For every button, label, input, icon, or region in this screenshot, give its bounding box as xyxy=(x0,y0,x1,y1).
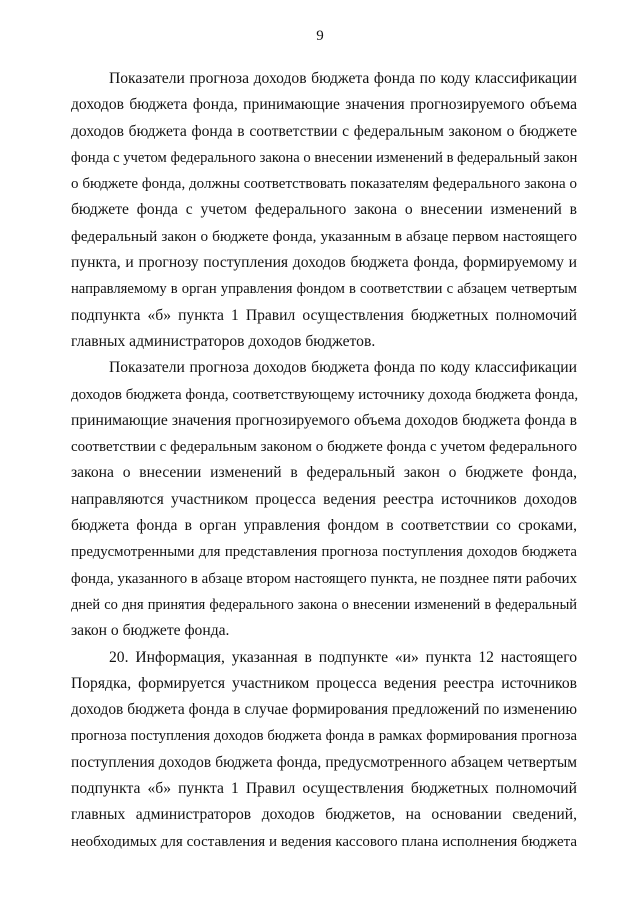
text-line: доходов бюджета фонда, принимающие значения прогнозируемого объема xyxy=(71,96,577,114)
text-line: Показатели прогноза доходов бюджета фонда по коду классификации xyxy=(109,70,577,87)
text-line: о бюджете фонда, должны соответствовать показателям федерального закона о xyxy=(71,176,577,193)
text-line: предусмотренными для представления прогноза поступления доходов бюджета xyxy=(71,544,577,561)
text-line: фонда с учетом федерального закона о внесении изменений в федеральный закон xyxy=(71,149,578,166)
text-line: необходимых для составления и ведения кассового плана исполнения бюджета xyxy=(71,833,577,850)
text-line: прогноза поступления доходов бюджета фонда в рамках формирования прогноза xyxy=(71,728,577,745)
text-line: закона о внесении изменений в федеральный закон о бюджете фонда, xyxy=(71,464,577,482)
text-line: доходов бюджета фонда в соответствии с федеральным законом о бюджете xyxy=(71,122,577,140)
text-line: бюджете фонда с учетом федерального закона о внесении изменений в xyxy=(71,201,577,219)
text-line: бюджета фонда в орган управления фондом в соответствии со сроками, xyxy=(71,517,577,535)
text-line: дней со дня принятия федерального закона о внесении изменений в федеральный xyxy=(71,596,577,613)
text-line: Порядка, формируется участником процесса ведения реестра источников xyxy=(71,674,577,692)
paragraph-3 xyxy=(71,645,577,855)
text-line: Показатели прогноза доходов бюджета фонда по коду классификации xyxy=(109,359,577,377)
text-line: закон о бюджете фонда. xyxy=(71,622,230,640)
text-line: главных администраторов доходов бюджетов, на основании сведений, xyxy=(71,806,577,824)
text-line: 20. Информация, указанная в подпункте «и» пункта 12 настоящего xyxy=(109,648,577,666)
text-line: федеральный закон о бюджете фонда, указанным в абзаце первом настоящего xyxy=(71,227,577,245)
page-number: 9 xyxy=(316,28,324,44)
paragraph-1 xyxy=(71,66,577,355)
text-line: доходов бюджета фонда, соответствующему источнику дохода бюджета фонда, xyxy=(71,386,579,403)
text-line: направляются участником процесса ведения реестра источников доходов xyxy=(71,490,577,508)
paragraph-2 xyxy=(71,355,577,644)
text-line: направляемому в орган управления фондом в соответствии с абзацем четвертым xyxy=(71,281,577,298)
text-line: подпункта «б» пункта 1 Правил осуществления бюджетных полномочий xyxy=(71,780,577,798)
text-line: поступления доходов бюджета фонда, предусмотренного абзацем четвертым xyxy=(71,753,577,771)
document-body xyxy=(71,66,577,855)
text-line: соответствии с федеральным законом о бюджете фонда с учетом федерального xyxy=(71,439,577,456)
text-line: фонда, указанного в абзаце втором настоящего пункта, не позднее пяти рабочих xyxy=(71,570,577,587)
text-line: доходов бюджета фонда в случае формирования предложений по изменению xyxy=(71,701,577,719)
text-line: подпункта «б» пункта 1 Правил осуществления бюджетных полномочий xyxy=(71,306,577,324)
text-line: пункта, и прогнозу поступления доходов бюджета фонда, формируемому и xyxy=(71,254,577,272)
text-line: главных администраторов доходов бюджетов. xyxy=(71,332,376,350)
text-line: принимающие значения прогнозируемого объема доходов бюджета фонда в xyxy=(71,411,577,429)
